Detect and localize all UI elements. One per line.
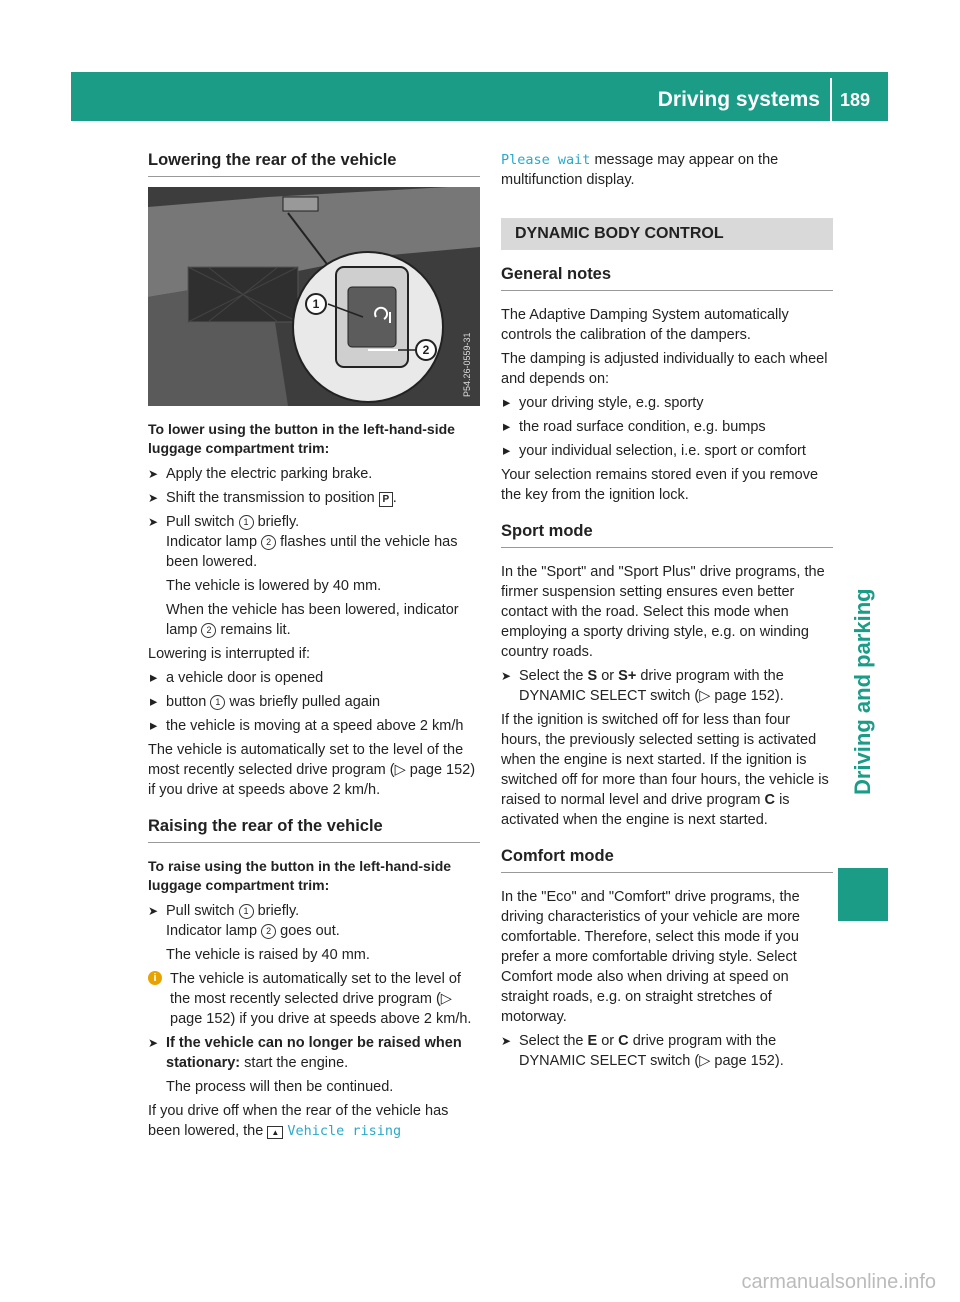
general-bullet-3-text: your individual selection, i.e. sport or comfort [519,443,806,459]
bullet-icon: ▸ [503,419,511,435]
lower-step-3-lamp: Indicator lamp [166,534,258,550]
sport-2-a: If the ignition is switched off for less than four hours, the previously selected setting is activated when the engine is next started. If the ignition is switched off for more than four hours, the vehicle is raised to normal level and drive program [501,712,829,808]
general-bullet-2 [501,417,833,437]
figure-code: P54.26-0559-31 [462,332,472,397]
bullet-icon: ▸ [503,443,511,459]
sport-2-c: C [764,792,776,808]
raise-step-2-action: start the engine. [244,1055,349,1071]
callout-2-icon: 2 [261,924,276,939]
comfort-step-c: C [618,1033,629,1049]
heading-sport: Sport mode [501,521,833,548]
lower-sub-2-text: When the vehicle has been lowered, indicator lamp [166,602,459,638]
action-arrow-icon: ➤ [148,467,159,481]
action-arrow-icon: ➤ [501,1034,512,1048]
bullet-icon: ▸ [150,718,158,734]
raise-sub-2: The process will then be continued. [166,1079,394,1095]
comfort-step [501,1031,833,1071]
header-divider [830,78,832,121]
raise-step-1 [148,901,480,941]
callout-1-icon: 1 [239,515,254,530]
bullet-2-text: button [166,694,207,710]
callout-1: 1 [312,297,320,311]
raise-sub-1: The vehicle is raised by 40 mm. [166,947,370,963]
general-bullet-1 [501,393,833,413]
lower-step-2-text: Shift the transmission to position [166,490,375,506]
side-tab-label: Driving and parking [850,588,875,795]
raise-intro: To raise using the button in the left-hand-side luggage compartment trim: [148,858,452,893]
park-position-icon: P [379,492,393,507]
lower-intro: To lower using the button in the left-hand-side luggage compartment trim: [148,421,455,456]
lower-step-2 [148,488,480,508]
general-2: The damping is adjusted individually to each wheel and depends on: [501,351,828,387]
lower-step-1-text: Apply the electric parking brake. [166,466,373,482]
interrupt-text: Lowering is interrupted if: [148,646,310,662]
bullet-1 [148,668,480,688]
lower-sub-1: The vehicle is lowered by 40 mm. [166,578,382,594]
bullet-1-text: a vehicle door is opened [166,670,324,686]
side-tab [838,240,888,800]
lower-step-3-flashes: flashes until the vehicle has been lowered. [166,534,458,570]
raise-step-1-briefly: briefly. [257,903,300,919]
action-arrow-icon: ➤ [148,1036,159,1050]
right-column [501,150,833,1075]
action-arrow-icon: ➤ [148,904,159,918]
lower-step-1 [148,464,480,484]
lower-step-2-end: . [392,490,397,506]
vehicle-rising-icon: ▲ [267,1126,283,1139]
raise-step-2-condition: If the vehicle can no longer be raised when stationary: [166,1035,462,1071]
please-wait-text [501,150,833,190]
bullet-icon: ▸ [150,694,158,710]
general-bullet-2-text: the road surface condition, e.g. bumps [519,419,766,435]
footer-watermark: carmanualsonline.info [741,1271,936,1293]
section-title: Driving systems [657,88,820,111]
left-column [148,150,480,1145]
bullet-2-end: was briefly pulled again [229,694,381,710]
sport-2-end: is activated when the engine is next started. [501,792,790,828]
driveoff-text [148,1101,480,1141]
info-icon: i [148,971,162,985]
bullet-icon: ▸ [503,395,511,411]
auto-level-text: The vehicle is automatically set to the level of the most recently selected drive program (▷ page 152) if you drive at speeds above 2 km/h. [148,742,476,798]
general-3: Your selection remains stored even if you remove the key from the ignition lock. [501,467,819,503]
comfort-step-a: Select the [519,1033,584,1049]
raise-step-1-lamp: Indicator lamp [166,923,258,939]
lower-step-3 [148,512,480,572]
bullet-3-text: the vehicle is moving at a speed above 2 km/h [166,718,464,734]
page-number: 189 [839,90,870,110]
comfort-step-e: E [587,1033,598,1049]
sport-step-e: drive program with the DYNAMIC SELECT switch (▷ page 152). [519,668,784,704]
heading-lowering: Lowering the rear of the vehicle [148,150,480,177]
heading-comfort: Comfort mode [501,846,833,873]
luggage-compartment-figure [148,187,480,406]
raise-step-2 [148,1033,480,1073]
sport-2 [501,710,833,830]
comfort-1: In the "Eco" and "Comfort" drive programs, the driving characteristics of your vehicle are more comfortable. Therefore, select this mode if you prefer a more comfortable driving style. Select Comfort mode also when driving at speed on straight roads, e.g. on straight stretches of motorway. [501,889,800,1025]
lower-step-3-text: Pull switch [166,514,235,530]
lower-sub-2 [166,600,480,640]
callout-2-icon: 2 [261,535,276,550]
bullet-2 [148,692,480,712]
sport-1: In the "Sport" and "Sport Plus" drive programs, the firmer suspension setting ensures even better contact with the road. Select this mode when employing a sporty driving style, e.g. on winding country roads. [501,564,825,660]
info-note [148,969,480,1029]
raise-step-1-out: goes out. [280,923,340,939]
vehicle-rising-message: Vehicle rising [287,1123,402,1139]
sport-step-splus: S+ [618,668,637,684]
action-arrow-icon: ➤ [501,669,512,683]
sport-step-a: Select the [519,668,584,684]
header-bar [71,72,888,121]
callout-2: 2 [422,343,430,357]
bullet-icon: ▸ [150,670,158,686]
heading-general: General notes [501,264,833,291]
callout-1-icon: 1 [210,695,225,710]
general-1: The Adaptive Damping System automatically controls the calibration of the dampers. [501,307,789,343]
bullet-3 [148,716,480,736]
callout-1-icon: 1 [239,904,254,919]
driveoff-start: If you drive off when the rear of the vehicle has been lowered, the [148,1103,449,1139]
lower-step-3-briefly: briefly. [257,514,300,530]
callout-2-icon: 2 [201,623,216,638]
sport-step-or: or [601,668,615,684]
action-arrow-icon: ➤ [148,515,159,529]
general-bullet-1-text: your driving style, e.g. sporty [519,395,704,411]
comfort-step-end: drive program with the DYNAMIC SELECT switch (▷ page 152). [519,1033,784,1069]
comfort-step-or: or [601,1033,615,1049]
please-wait-rest: message may appear on the multifunction display. [501,152,779,188]
info-text: The vehicle is automatically set to the level of the most recently selected drive program (▷ page 152) if you drive at speeds above 2 km/h. [170,971,472,1027]
raise-step-1-text: Pull switch [166,903,235,919]
side-tab-marker [838,868,888,921]
heading-raising: Raising the rear of the vehicle [148,816,480,843]
dbc-banner: DYNAMIC BODY CONTROL [501,218,833,250]
sport-step [501,666,833,706]
general-bullet-3 [501,441,833,461]
action-arrow-icon: ➤ [148,491,159,505]
sport-step-s: S [587,668,598,684]
figure-illustration [148,187,480,406]
please-wait-message: Please wait [501,152,591,168]
lower-sub-2-end: remains lit. [220,622,291,638]
